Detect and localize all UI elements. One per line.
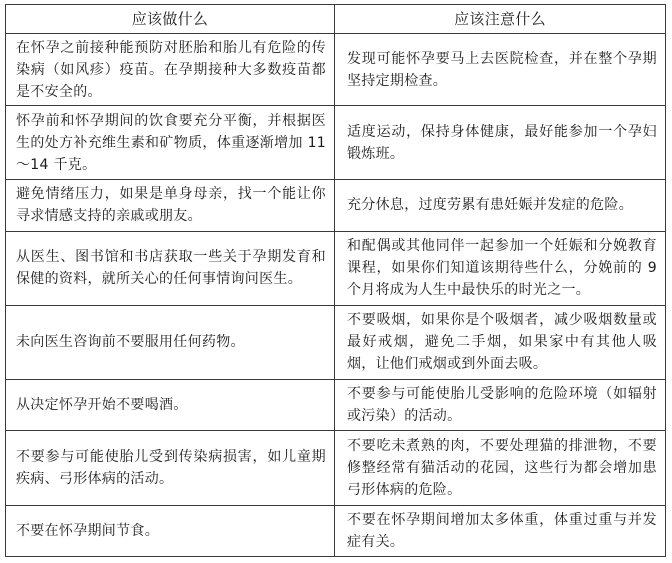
table-cell-should-do: 不要参与可能使胎儿受到传染病损害，如儿童期疾病、弓形体病的活动。 [6,431,335,505]
table-row [6,305,666,379]
table-cell-should-do: 在怀孕之前接种能预防对胚胎和胎儿有危险的传染病（如风疹）疫苗。在孕期接种大多数疫苗都是不安全的。 [6,34,335,106]
table-cell-should-note: 不要吃未煮熟的肉，不要处理猫的排泄物，不要修整经常有猫活动的花园，这些行为都会增加患弓形体病的危险。 [335,431,666,505]
table-cell-should-do: 未向医生咨询前不要服用任何药物。 [6,305,335,379]
table-cell-should-note: 和配偶或其他同伴一起参加一个妊娠和分娩教育课程，如果你们知道该期待些什么，分娩前的 9 个月将成为人生中最快乐的时光之一。 [335,232,666,305]
column-header-should-note: 应该注意什么 [335,5,666,34]
table-cell-should-do: 从医生、图书馆和书店获取一些关于孕期发育和保健的资料，就所关心的任何事情询问医生。 [6,232,335,305]
table-cell-should-note: 不要在怀孕期间增加太多体重，体重过重与并发症有关。 [335,505,666,556]
table-cell-should-note: 不要参与可能使胎儿受影响的危险环境（如辐射或污染）的活动。 [335,379,666,430]
table-header-row [6,5,666,34]
table-row [6,106,666,179]
pregnancy-guidance-table [5,4,666,557]
table-row [6,505,666,556]
table-row [6,179,666,231]
column-header-should-do: 应该做什么 [6,5,335,34]
guidance-table-container [5,4,665,557]
table-row [6,232,666,305]
table-cell-should-do: 怀孕前和怀孕期间的饮食要充分平衡，并根据医生的处方补充维生素和矿物质，体重逐渐增加 11～14 千克。 [6,106,335,179]
table-cell-should-note: 适度运动，保持身体健康，最好能参加一个孕妇锻炼班。 [335,106,666,179]
table-row [6,34,666,106]
table-cell-should-note: 充分休息，过度劳累有患妊娠并发症的危险。 [335,179,666,231]
table-cell-should-note: 发现可能怀孕要马上去医院检查，并在整个孕期坚持定期检查。 [335,34,666,106]
table-cell-should-note: 不要吸烟，如果你是个吸烟者，减少吸烟数量或最好戒烟，避免二手烟，如果家中有其他人吸烟，让他们戒烟或到外面去吸。 [335,305,666,379]
table-cell-should-do: 从决定怀孕开始不要喝酒。 [6,379,335,430]
table-cell-should-do: 不要在怀孕期间节食。 [6,505,335,556]
table-cell-should-do: 避免情绪压力，如果是单身母亲，找一个能让你寻求情感支持的亲戚或朋友。 [6,179,335,231]
table-row [6,379,666,430]
table-row [6,431,666,505]
